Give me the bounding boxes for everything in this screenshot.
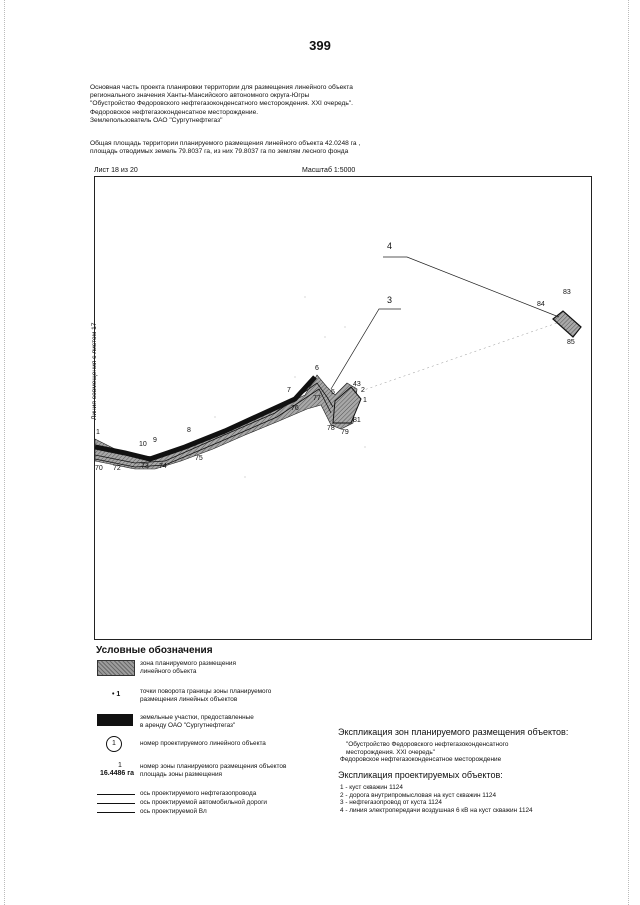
point-label: 74 — [159, 463, 167, 470]
legend-symbol-object-number: 1 — [106, 736, 122, 752]
point-label: 9 — [153, 437, 157, 444]
explication-line: Федоровское нефтегазоконденсатное месторождение — [340, 756, 502, 764]
legend-text: линейного объекта — [140, 667, 197, 675]
legend-line-vl — [97, 812, 135, 813]
point-label: 1 — [363, 397, 367, 404]
scan-edge-right — [628, 0, 629, 905]
sheet-label: Лист 18 из 20 — [94, 167, 138, 174]
legend-item-vl: ось проектируемой Вл — [140, 808, 207, 815]
point-label: 84 — [537, 301, 545, 308]
header-line: Федоровское нефтегазоконденсатное месторождение. — [90, 108, 259, 116]
legend-text: номер проектируемого линейного объекта — [140, 740, 266, 747]
legend-line-road — [97, 803, 135, 804]
point-label: 10 — [139, 441, 147, 448]
point-label: 70 — [95, 465, 103, 472]
legend-symbol-zone-area: 16.4486 га — [100, 770, 135, 777]
point-label: 8 — [187, 427, 191, 434]
point-label: 7 — [287, 387, 291, 394]
explication-line: месторождения. XXI очередь" — [346, 748, 435, 756]
header-line: Землепользователь ОАО "Сургутнефтегаз" — [90, 116, 223, 124]
legend-symbol-zone-number: 1 — [118, 762, 122, 769]
area-line: Общая площадь территории планируемого размещения линейного объекта 42.0248 га , — [90, 140, 361, 147]
point-label: 43 — [353, 381, 361, 388]
legend-text: точки поворота границы зоны планируемого — [140, 688, 272, 695]
header-line: "Обустройство Федоровского нефтегазоконденсатного месторождения. XXI очередь". — [90, 100, 353, 108]
explication-objects-body — [340, 784, 533, 814]
legend-text: зона планируемого размещения — [140, 660, 236, 667]
point-label: 1 — [96, 429, 100, 436]
east-pad — [553, 311, 581, 337]
point-label: 77 — [313, 395, 321, 402]
explication-zones-title: Экспликация зон планируемого размещения объектов: — [338, 727, 569, 737]
point-label: 2 — [361, 387, 365, 394]
legend-item-road: ось проектируемой автомобильной дороги — [140, 799, 267, 806]
document-header — [90, 84, 530, 125]
legend-text: размещения линейных объектов — [140, 695, 238, 703]
map-frame — [94, 176, 592, 640]
legend-item-zone-number — [140, 763, 286, 778]
callout-4: 4 — [387, 241, 393, 251]
point-label: 5 — [331, 389, 335, 396]
point-label: 75 — [195, 455, 203, 462]
explication-zones-body — [340, 741, 509, 764]
explication-line: 4 - линия электропередачи воздушная 6 кВ на куст скважин 1124 — [340, 806, 533, 814]
point-label: 81 — [353, 417, 361, 424]
legend-text: номер зоны планируемого размещения объектов — [140, 763, 287, 770]
legend-item-object-number — [140, 740, 266, 748]
explication-line: "Обустройство Федоровского нефтегазоконденсатного — [346, 741, 509, 748]
point-label: 79 — [341, 429, 349, 436]
legend-line-pipeline — [97, 794, 135, 795]
sheet-join-label: Линия совмещения с листом 17 — [91, 322, 98, 420]
legend-item-points — [140, 688, 271, 703]
vl-axis — [361, 323, 557, 391]
legend-item-zone — [140, 660, 236, 675]
legend-item-pipeline: ось проектируемого нефтегазопровода — [140, 790, 257, 797]
point-label: 73 — [141, 463, 149, 470]
explication-line: 2 - дорога внутрипромысловая на куст скважин 1124 — [340, 791, 497, 799]
explication-line: 3 - нефтегазопровод от куста 1124 — [340, 799, 442, 807]
point-label: 76 — [291, 405, 299, 412]
area-summary — [90, 140, 530, 156]
explication-line: 1 - куст скважин 1124 — [340, 784, 403, 791]
point-label: 83 — [563, 289, 571, 296]
callout-line-3 — [331, 309, 401, 389]
legend-text: земельные участки, предоставленные — [140, 714, 254, 721]
point-label: 78 — [327, 425, 335, 432]
legend-swatch-leased — [97, 714, 133, 726]
header-line: Основная часть проекта планировки территории для размещения линейного объекта — [90, 84, 353, 91]
legend-item-leased — [140, 714, 254, 729]
legend-title: Условные обозначения — [96, 645, 213, 656]
point-label: 72 — [113, 465, 121, 472]
legend-symbol-point: • 1 — [112, 691, 121, 698]
legend-swatch-zone — [97, 660, 135, 676]
header-line: регионального значения Ханты-Мансийского автономного округа-Югры — [90, 92, 310, 100]
map-drawing — [95, 177, 591, 639]
scale-label: Масштаб 1:5000 — [302, 167, 356, 174]
scan-edge-left — [4, 0, 5, 905]
legend-text: площадь зоны размещения — [140, 770, 222, 778]
explication-objects-title: Экспликация проектируемых объектов: — [338, 770, 503, 780]
callout-line-4 — [383, 257, 559, 317]
point-label: 6 — [315, 365, 319, 372]
callout-3: 3 — [387, 295, 393, 305]
legend-text: в аренду ОАО "Сургутнефтегаз" — [140, 721, 236, 729]
page-number: 399 — [309, 38, 331, 53]
area-line: площадь отводимых земель 79.8037 га, из них 79.8037 га по землям лесного фонда — [90, 148, 349, 156]
point-label: 85 — [567, 339, 575, 346]
